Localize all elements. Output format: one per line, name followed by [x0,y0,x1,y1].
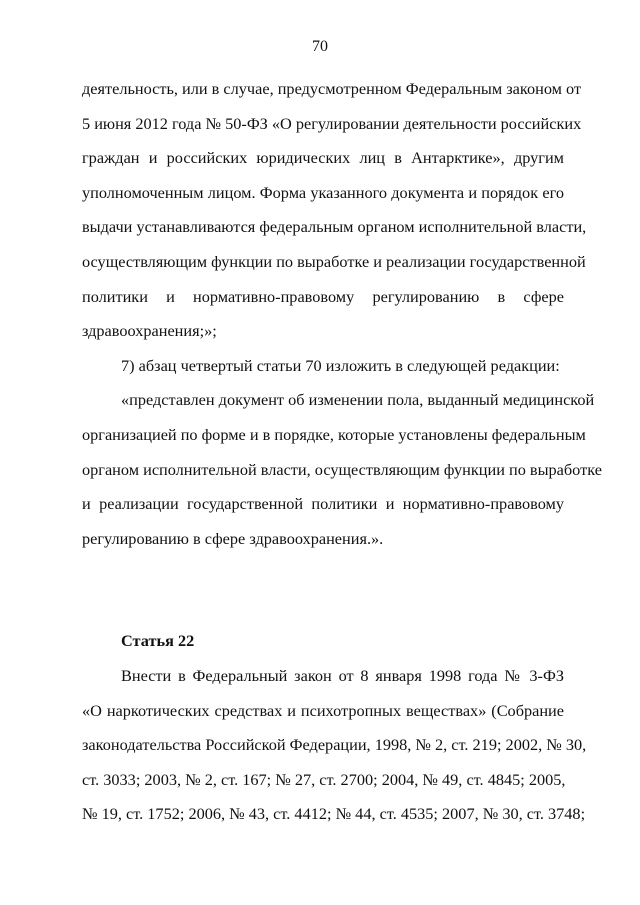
text-line: Внести в Федеральный закон от 8 января 1998 года № 3-ФЗ [121,665,564,685]
paragraph-article-22 [82,659,587,832]
paragraph-item-7 [82,349,564,384]
text-line: 5 июня 2012 года № 50-ФЗ «О регулировании деятельности российских [82,113,582,133]
text-line: органом исполнительной власти, осуществляющим функции по выработке [82,459,602,479]
article-heading: Статья 22 [121,631,195,651]
paragraph-quoted-text [82,383,602,556]
text-line: «О наркотических средствах и психотропных веществах» (Собрание [82,700,564,720]
text-line: регулированию в сфере здравоохранения.». [82,528,384,548]
text-line: № 19, ст. 1752; 2006, № 43, ст. 4412; № 44, ст. 4535; 2007, № 30, ст. 3748; [82,804,586,824]
text-line: политики и нормативно-правовому регулированию в сфере [82,286,564,306]
text-line: «представлен документ об изменении пола, выданный медицинской [121,390,595,410]
text-line: здравоохранения;»; [82,321,217,341]
text-line: граждан и российских юридических лиц в Антарктике», другим [82,148,564,168]
text-line: деятельность, или в случае, предусмотренном Федеральным законом от [82,79,582,98]
spacer [82,556,564,590]
text-line: организацией по форме и в порядке, которые установлены федеральным [82,424,586,444]
page-number: 70 [312,38,328,55]
text-line: законодательства Российской Федерации, 1998, № 2, ст. 219; 2002, № 30, [82,735,587,755]
text-line: и реализации государственной политики и нормативно-правовому [82,494,564,514]
text-line: выдачи устанавливаются федеральным органом исполнительной власти, [82,217,587,237]
text-line: 7) абзац четвертый статьи 70 изложить в следующей редакции: [121,355,560,375]
paragraph-continuation [82,72,587,349]
text-line: ст. 3033; 2003, № 2, ст. 167; № 27, ст. 2700; 2004, № 49, ст. 4845; 2005, [82,769,566,789]
document-body [82,72,602,832]
text-line: осуществляющим функции по выработке и реализации государственной [82,251,586,271]
text-line: уполномоченным лицом. Форма указанного документа и порядок его [82,182,564,202]
